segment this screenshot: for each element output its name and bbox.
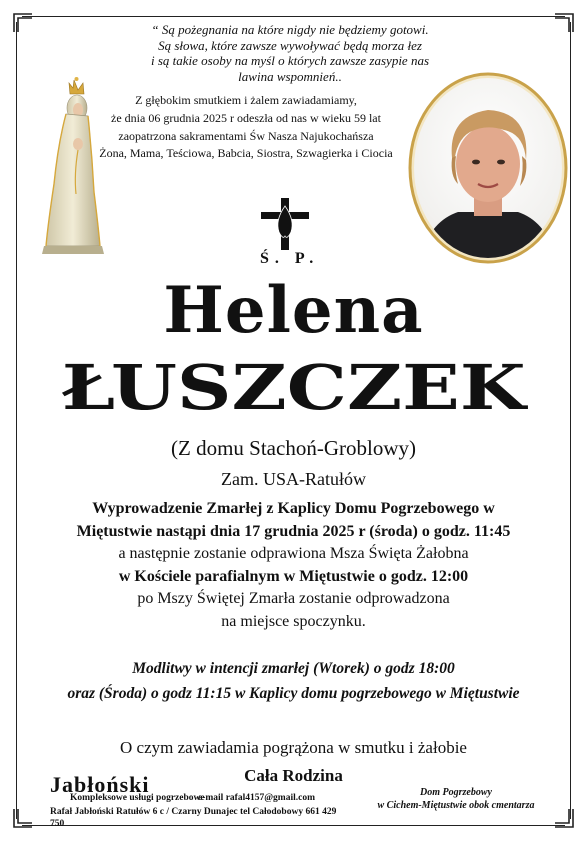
- death-announcement: [96, 92, 396, 163]
- announcement-line: zaopatrzona sakramentami Św Nasza Najukochańsza: [118, 128, 374, 143]
- deceased-first-name: Helena: [163, 273, 424, 348]
- maiden-name: (Z domu Stachoń-Groblowy): [171, 436, 416, 460]
- funeral-line: a następnie zostanie odprawiona Msza Święta Żałobna: [118, 545, 469, 562]
- cross-icon: [259, 196, 311, 252]
- deceased-last-name: ŁUSZCZEK: [61, 351, 526, 424]
- funeral-home-logo: Jabłoński: [50, 772, 150, 797]
- prayer-line: Modlitwy w intencji zmarłej (Wtorek) o godz 18:00: [132, 660, 455, 677]
- announcement-line: Żona, Mama, Teściowa, Babcia, Siostra, Szwagierka i Ciocia: [99, 146, 393, 161]
- announcement-line: że dnia 06 grudnia 2025 r odeszła od nas w wieku 59 lat: [111, 110, 381, 125]
- funeral-line: Wyprowadzenie Zmarłej z Kaplicy Domu Pogrzebowego w: [92, 500, 495, 517]
- funeral-home-place: w Cichem-Miętustwie obok cmentarza: [377, 800, 535, 811]
- funeral-line: na miejsce spoczynku.: [221, 612, 366, 630]
- frame-corner-top-left: [12, 12, 34, 34]
- funeral-line: po Mszy Świętej Zmarła zostanie odprowadzona: [137, 590, 450, 607]
- quote-line: Są słowa, które zawsze wywoływać będą morza łez: [158, 37, 422, 53]
- announcement-line: Z głębokim smutkiem i żalem zawiadamiamy,: [135, 93, 357, 107]
- sp-abbreviation: Ś. P.: [260, 250, 320, 267]
- quote-line: lawina wspomnień..: [238, 68, 342, 84]
- frame-corner-bottom-left: [12, 807, 34, 829]
- funeral-details: [30, 498, 557, 633]
- funeral-line: w Kościele parafialnym w Miętustwie o godz. 12:00: [118, 567, 469, 585]
- frame-corner-bottom-right: [553, 807, 575, 829]
- quote-line: “ Są pożegnania na które nigdy nie będziemy gotowi.: [151, 22, 429, 37]
- prayer-times: [20, 656, 567, 706]
- funeral-home-address: Rafał Jabłoński Ratułów 6 c / Czarny Dunajec tel Całodobowy 661 429 750: [50, 807, 337, 829]
- funeral-line: Miętustwie nastąpi dnia 17 grudnia 2025 r (środa) o godz. 11:45: [76, 522, 511, 540]
- deceased-portrait-photo: [408, 72, 568, 264]
- closing-notice: O czym zawiadamia pogrążona w smutku i żałobie: [120, 738, 467, 757]
- frame-corner-top-right: [553, 12, 575, 34]
- frame-top-line: [22, 16, 565, 17]
- funeral-home-email: e-mail rafal4157@gmail.com: [198, 793, 316, 803]
- residence: Zam. USA-Ratułów: [221, 469, 366, 489]
- funeral-home-location: [366, 786, 546, 812]
- prayer-line: oraz (Środa) o godz 11:15 w Kaplicy domu pogrzebowego w Miętustwie: [67, 685, 520, 702]
- funeral-home-name: Dom Pogrzebowy: [420, 787, 492, 798]
- funeral-home-subtitle: Kompleksowe usługi pogrzebowe: [70, 793, 205, 803]
- quote-line: i są takie osoby na myśl o których zawsze zasypie nas: [150, 53, 430, 68]
- family-signature: Cała Rodzina: [244, 766, 343, 785]
